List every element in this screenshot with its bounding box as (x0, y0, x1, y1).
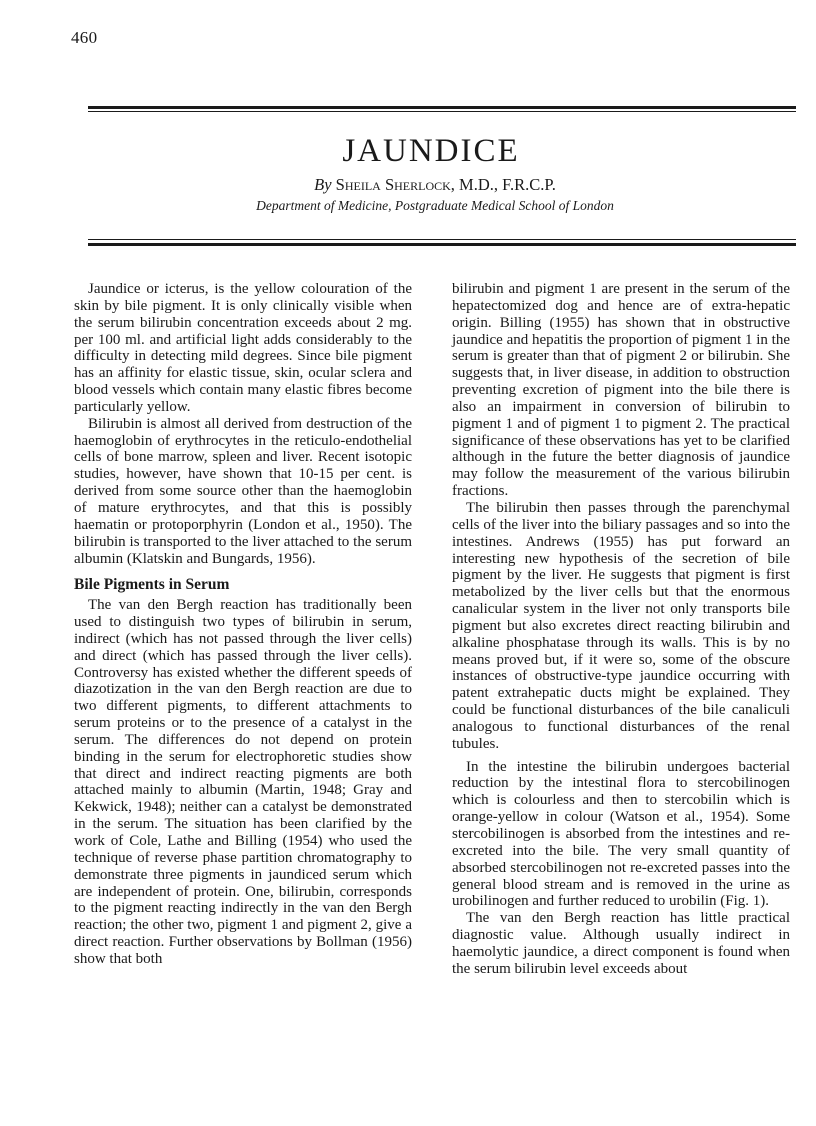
author-credentials: , M.D., F.R.C.P. (450, 175, 556, 194)
author-affiliation: Department of Medicine, Postgraduate Medical School of London (256, 198, 614, 213)
article-title: JAUNDICE (342, 133, 520, 169)
author-name: Sheila Sherlock (335, 175, 451, 194)
section-heading: Bile Pigments in Serum (74, 576, 230, 594)
header-rule-bottom-thin (88, 239, 796, 240)
paragraph: Bilirubin is almost all derived from destruction of the haemoglobin of erythrocytes in the reticulo-endothelial cells of bone marrow, spleen and liver. Recent isotopic studies, however, have shown that 10-15 per cent. is derived from some source other than the haemoglobin of mature erythrocytes, and that this is possibly haematin or protoporphyrin (London et al., 1950). The bilirubin is transported to the liver attached to the serum albumin (Klatskin and Bungards, 1956). (74, 415, 412, 567)
page-number: 460 (71, 28, 98, 47)
header-rule-top-thin (88, 111, 796, 112)
byline-prefix: By (314, 175, 332, 194)
paragraph: Jaundice or icterus, is the yellow colouration of the skin by bile pigment. It is only clinically visible when the serum bilirubin concentration exceeds about 2 mg. per 100 ml. and artificial light adds considerably to the difficulty in detecting mild degrees. Since bile pigment has an affinity for elastic tissue, skin, ocular sclera and blood vessels which contain many elastic fibres become particularly yellow. (74, 281, 412, 415)
paragraph: bilirubin and pigment 1 are present in the serum of the hepatectomized dog and hence are of extra-hepatic origin. Billing (1955) has shown that in obstructive jaundice and hepatitis the proportion of pigment 1 in the serum is greater than that of pigment 2 or bilirubin. She suggests that, in liver disease, in addition to obstruction preventing excretion of pigment into the bile there is also an impairment in conversion of bilirubin to pigment 1 and of pigment 1 to pigment 2. The practical significance of these observations has yet to be clarified although in the future the better diagnosis of jaundice may follow the measurement of the various bilirubin fractions. (452, 281, 790, 500)
paragraph: The bilirubin then passes through the parenchymal cells of the liver into the biliary passages and so into the intestines. Andrews (1955) has put forward an interesting new hypothesis of the secretion of bile pigment by the liver. He suggests that pigment is first metabolized by the liver cells but that the enormous canalicular system in the liver not only transports bile pigment but also excretes direct reacting bilirubin and alkaline phosphatase through its walls. This is by no means proved but, if it were so, some of the obscure instances of obstructive-type jaundice occurring with patent extrahepatic ducts might be explained. They could be functional disturbances of the bile canaliculi analogous to functional disturbances of the renal tubules. (452, 499, 790, 752)
paragraph: In the intestine the bilirubin undergoes bacterial reduction by the intestinal flora to stercobilinogen which is colourless and then to stercobilin which is orange-yellow in colour (Watson et al., 1954). Some stercobilinogen is absorbed from the intestines and re-excreted into the bile. The very small quantity of absorbed stercobilinogen not re-excreted passes into the general blood stream and is removed in the urine as urobilinogen and further reduced to urobilin (Fig. 1). (452, 758, 790, 910)
byline (0, 175, 816, 195)
header-rule-top-thick (88, 106, 796, 109)
right-column (452, 281, 790, 978)
header-rule-bottom-thick (88, 243, 796, 246)
paragraph: The van den Bergh reaction has little practical diagnostic value. Although usually indirect in haemolytic jaundice, a direct component is found when the serum bilirubin level exceeds about (452, 910, 790, 977)
paragraph: The van den Bergh reaction has traditionally been used to distinguish two types of bilirubin in serum, indirect (which has not passed through the liver cells) and direct (which has passed through the liver cells). Controversy has existed whether the different speeds of diazotization in the van den Bergh reaction are due to two different pigments, to different attachments to serum proteins or to the presence of a catalyst in the serum. The differences do not depend on protein binding in the serum for electrophoretic studies show that direct and indirect reacting pigments are both attached mainly to albumin (Martin, 1948; Gray and Kekwick, 1948); neither can a catalyst be demonstrated in the serum. The situation has been clarified by the work of Cole, Lathe and Billing (1954) who used the technique of reverse phase partition chromatography to demonstrate three pigments in jaundiced serum which are independent of protein. One, bilirubin, corresponds to the pigment reacting indirectly in the van den Bergh reaction; the other two, pigment 1 and pigment 2, give a direct reaction. Further observations by Bollman (1956) show that both (74, 597, 412, 967)
left-column (74, 281, 412, 968)
